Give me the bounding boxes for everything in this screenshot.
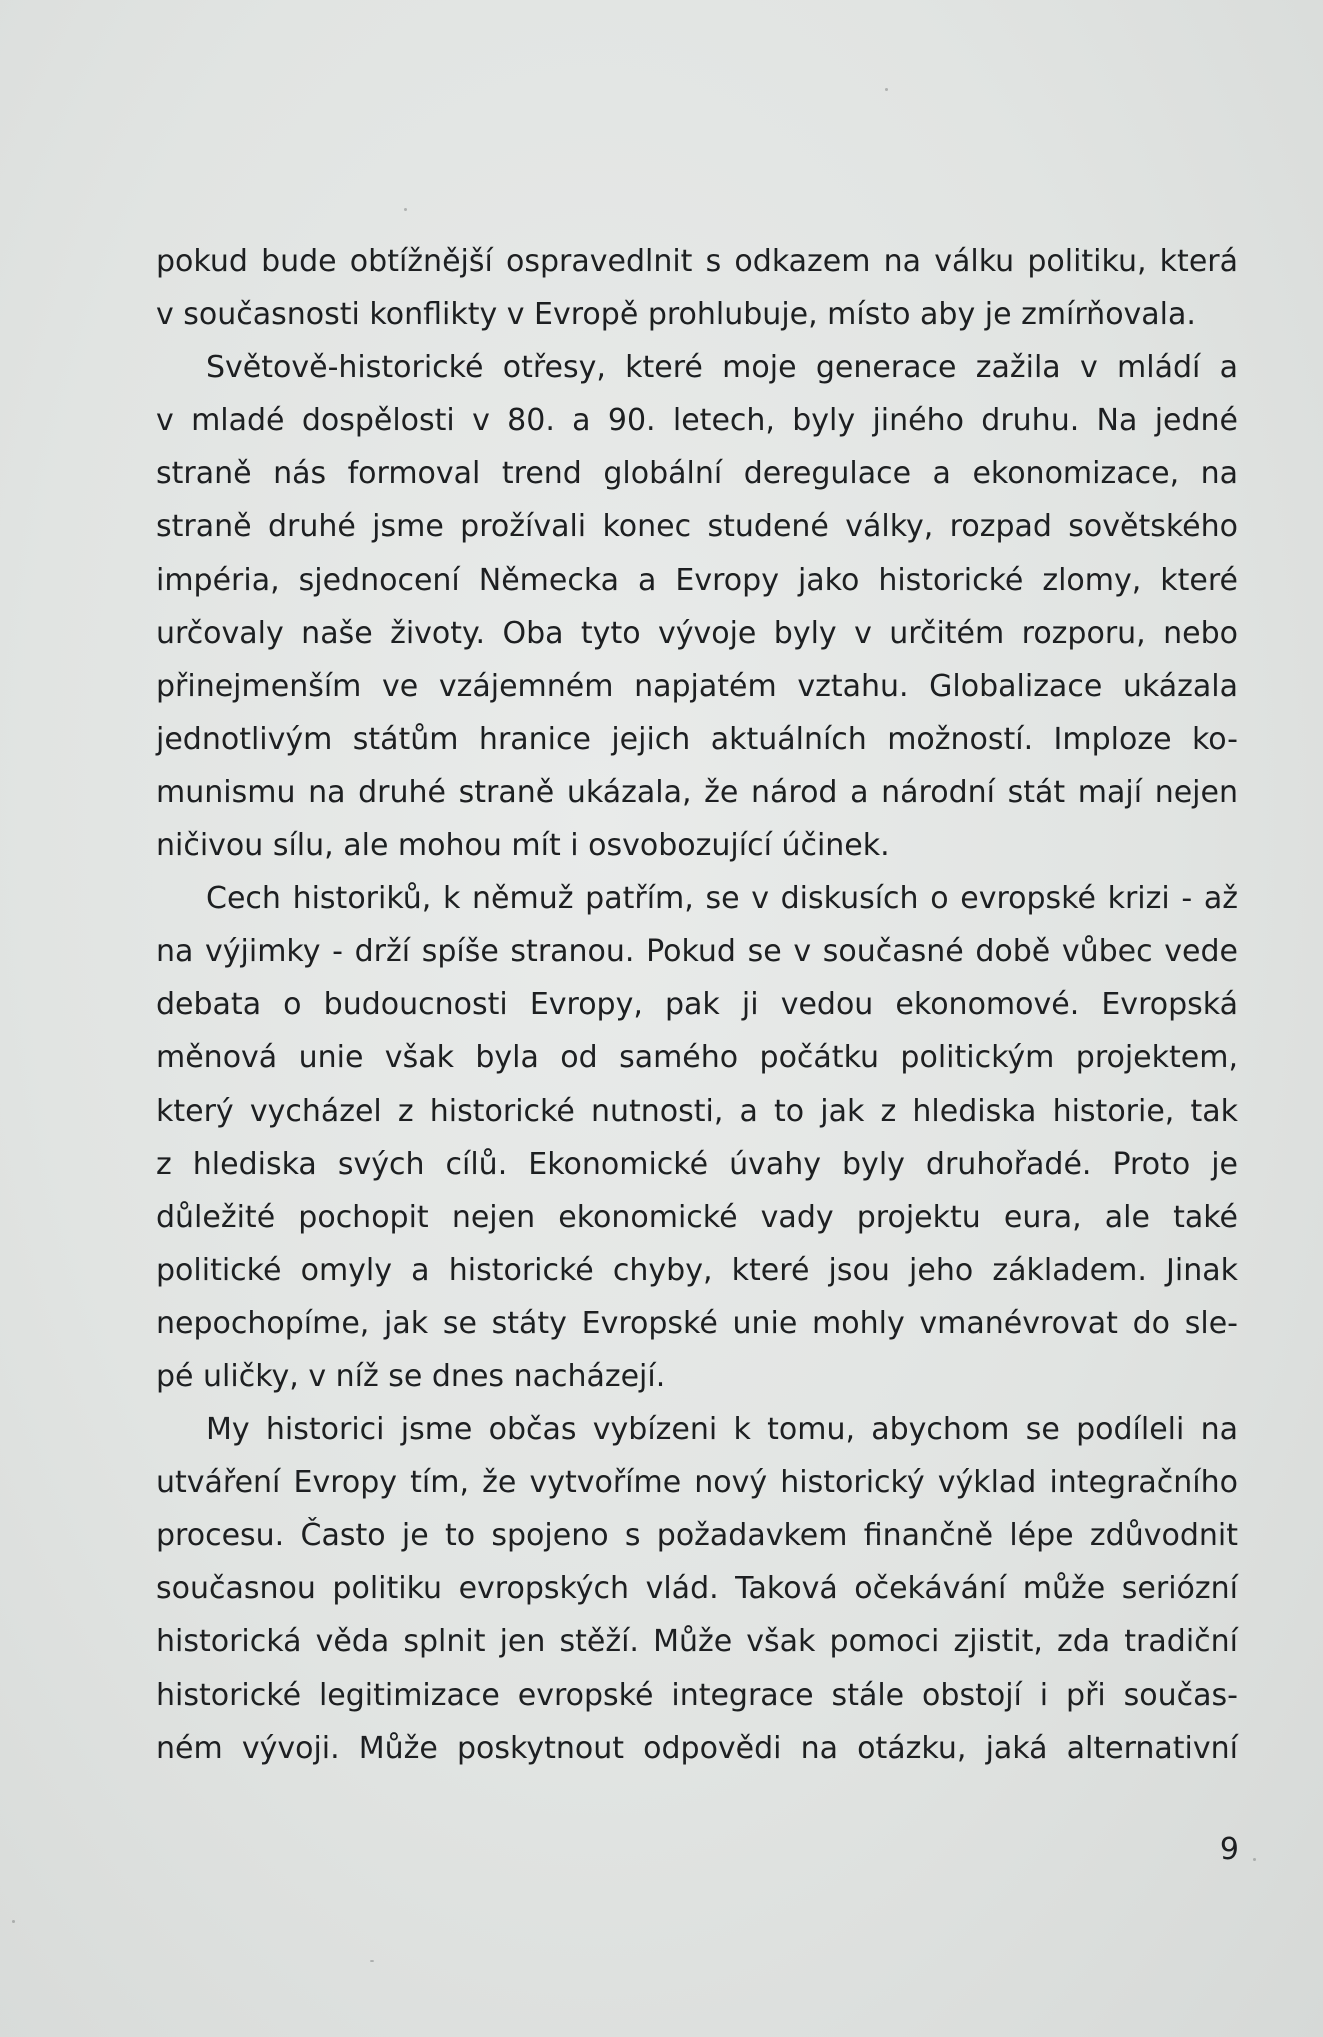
text-line: historická věda splnit jen stěží. Může však pomoci zjistit, zda tradiční bbox=[156, 1624, 1238, 1660]
text-line: důležité pochopit nejen ekonomické vady projektu eura, ale také bbox=[156, 1199, 1238, 1235]
text-line: v mladé dospělosti v 80. a 90. letech, byly jiného druhu. Na jedné bbox=[156, 403, 1238, 439]
text-line: nepochopíme, jak se státy Evropské unie mohly vmanévrovat do sle- bbox=[156, 1305, 1238, 1341]
text-line: v současnosti konflikty v Evropě prohlubuje, místo aby je zmírňovala. bbox=[156, 297, 1196, 333]
text-line: utváření Evropy tím, že vytvoříme nový historický výklad integračního bbox=[156, 1465, 1238, 1501]
dust-speck bbox=[1253, 1858, 1256, 1861]
text-line: který vycházel z historické nutnosti, a to jak z hlediska historie, tak bbox=[156, 1093, 1238, 1129]
page-number: 9 bbox=[1219, 1832, 1239, 1867]
text-line: ničivou sílu, ale mohou mít i osvobozující účinek. bbox=[156, 828, 890, 864]
text-line: impéria, sjednocení Německa a Evropy jako historické zlomy, které bbox=[156, 562, 1238, 598]
text-line: straně druhé jsme prožívali konec studené války, rozpad sovětského bbox=[156, 509, 1238, 545]
text-line: z hlediska svých cílů. Ekonomické úvahy byly druhořadé. Proto je bbox=[156, 1146, 1238, 1182]
text-line: My historici jsme občas vybízeni k tomu, abychom se podíleli na bbox=[206, 1412, 1238, 1448]
text-line: Světově-historické otřesy, které moje generace zažila v mládí a bbox=[206, 350, 1238, 386]
text-line: určovaly naše životy. Oba tyto vývoje byly v určitém rozporu, nebo bbox=[156, 615, 1238, 651]
dust-speck bbox=[404, 208, 407, 211]
text-line: straně nás formoval trend globální deregulace a ekonomizace, na bbox=[156, 456, 1238, 492]
text-line: současnou politiku evropských vlád. Taková očekávání může seriózní bbox=[156, 1571, 1238, 1607]
text-line: procesu. Často je to spojeno s požadavkem finančně lépe zdůvodnit bbox=[156, 1518, 1238, 1554]
text-line: munismu na druhé straně ukázala, že národ a národní stát mají nejen bbox=[156, 774, 1238, 810]
text-line: přinejmenším ve vzájemném napjatém vztahu. Globalizace ukázala bbox=[156, 668, 1238, 704]
text-line: pokud bude obtížnější ospravedlnit s odkazem na válku politiku, která bbox=[156, 244, 1238, 279]
body-text bbox=[156, 235, 1238, 1775]
dust-speck bbox=[370, 1960, 374, 1962]
text-line: jednotlivým státům hranice jejich aktuálních možností. Imploze ko- bbox=[156, 721, 1238, 757]
text-line: měnová unie však byla od samého počátku politickým projektem, bbox=[156, 1040, 1238, 1076]
text-line: Cech historiků, k němuž patřím, se v diskusích o evropské krizi - až bbox=[206, 881, 1238, 917]
dust-speck bbox=[12, 1920, 15, 1923]
text-line: historické legitimizace evropské integrace stále obstojí i při součas- bbox=[156, 1677, 1238, 1713]
text-line: debata o budoucnosti Evropy, pak ji vedou ekonomové. Evropská bbox=[156, 987, 1238, 1023]
text-line: ném vývoji. Může poskytnout odpovědi na otázku, jaká alternativní bbox=[156, 1730, 1238, 1766]
text-line: pé uličky, v níž se dnes nacházejí. bbox=[156, 1358, 666, 1394]
dust-speck bbox=[885, 88, 888, 91]
text-line: politické omyly a historické chyby, které jsou jeho základem. Jinak bbox=[156, 1252, 1238, 1288]
text-line: na výjimky - drží spíše stranou. Pokud se v současné době vůbec vede bbox=[156, 934, 1238, 970]
